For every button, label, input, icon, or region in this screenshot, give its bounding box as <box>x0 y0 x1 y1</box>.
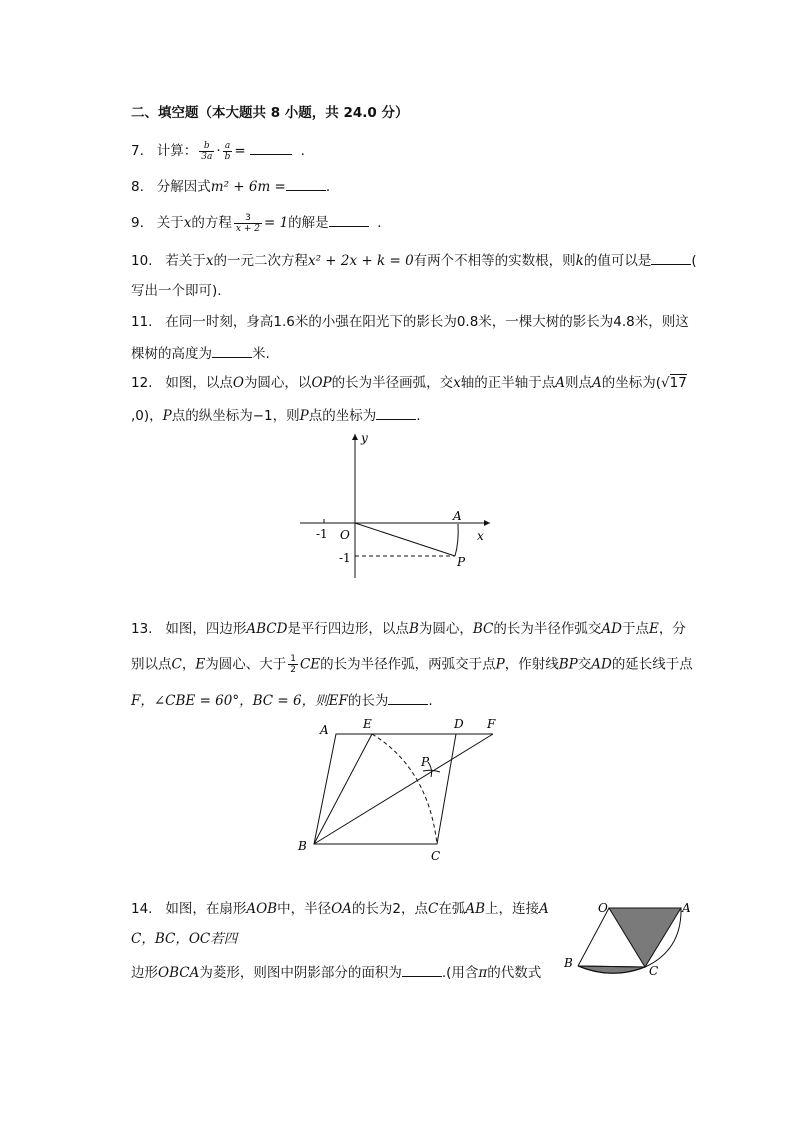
question-8: 8. 分解因式m² + 6m = . <box>131 176 330 196</box>
label-x: x <box>477 529 484 543</box>
question-number: 12. <box>131 375 153 391</box>
question-9: 9. 关于x的方程 $\frac{3}{x + 2}$ = 1的解是 . <box>131 212 382 234</box>
question-13-line-1: 13. 如图，四边形ABCD是平行四边形，以点B为圆心，BC的长为半径作弧交AD于点E，分 <box>131 621 686 637</box>
question-number: 7. <box>131 143 144 159</box>
label-c: C <box>431 849 441 863</box>
question-13-line-2: 别以点C，E为圆心、大于 $\frac{1}{2}$ CE的长为半径作弧，两弧交于点P，作射线BP交AD的延长线于点 <box>131 654 693 675</box>
fraction: $\frac{b}{3a}$ <box>201 140 213 162</box>
question-12-line-2: ,0)，P点的纵坐标为−1，则P点的坐标为 . <box>131 405 421 425</box>
segment-op <box>355 523 455 556</box>
label-a: A <box>682 901 691 915</box>
segment-ob <box>578 908 609 966</box>
label-a: A <box>453 509 462 523</box>
sqrt-sign: √ <box>661 375 670 391</box>
label-p: P <box>421 755 430 769</box>
label-o: O <box>598 901 608 915</box>
answer-blank[interactable] <box>402 962 442 977</box>
question-10-line-1: 10. 若关于x的一元二次方程x² + 2x + k = 0有两个不相等的实数根，则k的值可以是 ( <box>131 250 697 270</box>
ray-bp <box>314 734 493 844</box>
answer-blank[interactable] <box>250 140 292 155</box>
question-14-line-2: C，BC，OC若四 <box>131 931 238 947</box>
question-number: 13. <box>131 621 153 637</box>
label-neg1-x: -1 <box>316 527 328 541</box>
question-number: 14. <box>131 901 153 917</box>
label-o: O <box>340 528 350 542</box>
arc-ce <box>372 734 437 844</box>
question-12-line-1: 12. 如图，以点O为圆心，以OP的长为半径画弧，交x轴的正半轴于点A则点A的坐标为(√17 <box>131 375 687 391</box>
question-number: 11. <box>131 314 153 330</box>
answer-blank[interactable] <box>212 343 252 358</box>
section-title: 二、填空题（本大题共 8 小题，共 24.0 分） <box>131 105 409 121</box>
answer-blank[interactable] <box>388 690 428 705</box>
fraction: $\frac{1}{2}$ <box>290 654 296 675</box>
answer-blank[interactable] <box>376 405 416 420</box>
sector-figure <box>560 895 700 975</box>
answer-blank[interactable] <box>651 250 691 265</box>
arc <box>455 524 458 556</box>
label-a: A <box>320 723 329 737</box>
question-11-line-1: 11. 在同一时刻，身高1.6米的小强在阳光下的影长为0.8米，一棵大树的影长为4.8米，则这 <box>131 314 689 330</box>
label-f: F <box>487 717 496 731</box>
label-neg1-y: -1 <box>339 551 351 565</box>
fraction: $\frac{a}{b}$ <box>224 140 231 162</box>
coordinate-figure <box>295 428 500 578</box>
label-b: B <box>298 839 307 853</box>
label-b: B <box>564 956 573 970</box>
question-number: 9. <box>131 215 144 231</box>
label-y: y <box>361 431 368 445</box>
label-d: D <box>454 717 464 731</box>
question-7: 7. 计算： $\frac{b}{3a}$ · $\frac{a}{b}$ = . <box>131 140 305 162</box>
parallelogram-figure <box>290 712 510 864</box>
segment-be <box>314 734 372 844</box>
question-13-line-3: F，∠CBE = 60°，BC = 6，则EF的长为 . <box>131 690 433 710</box>
question-10-line-2: 写出一个即可). <box>131 283 222 299</box>
fraction: $\frac{3}{x + 2}$ <box>235 212 260 234</box>
label-p: P <box>457 555 466 569</box>
label-e: E <box>363 717 372 731</box>
question-number: 10. <box>131 253 153 269</box>
label-c: C <box>649 964 659 975</box>
answer-blank[interactable] <box>329 212 369 227</box>
question-11-line-2: 棵树的高度为 米. <box>131 343 270 363</box>
question-number: 8. <box>131 179 144 195</box>
shaded-region-1 <box>609 908 681 967</box>
question-14-line-3: 边形OBCA为菱形，则图中阴影部分的面积为 .(用含π的代数式 <box>131 962 541 982</box>
answer-blank[interactable] <box>286 176 326 191</box>
question-14-line-1: 14. 如图，在扇形AOB中，半径OA的长为2，点C在弧AB上，连接A <box>131 901 549 917</box>
